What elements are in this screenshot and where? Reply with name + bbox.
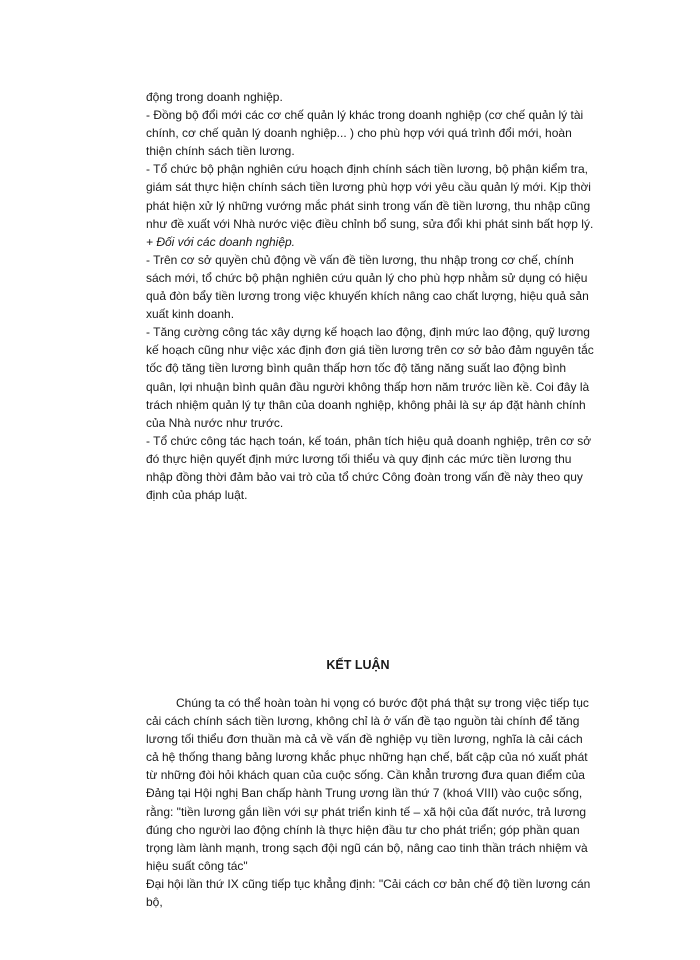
paragraph-labor-planning: - Tăng cường công tác xây dựng kế hoạch lao động, định mức lao động, quỹ lương kế hoạch cũng như việc xác định đơn giá tiền lương trên cơ sở bảo đảm nguyên tắc tốc độ tăng tiền lương bình quân thấp hơn tốc độ tăng năng suất lao động bình quân, lợi nhuận bình quân đầu người không thấp hơn năm trước liền kề. Coi đây là trách nhiệm quản lý tự thân của doanh nghiệp, không phải là sự áp đặt hành chính của Nhà nước như trước.: [146, 325, 594, 430]
paragraph-continuation: động trong doanh nghiệp.: [146, 90, 283, 104]
conclusion-paragraph: Chúng ta có thể hoàn toàn hi vọng có bước đột phá thật sự trong việc tiếp tục cải cách chính sách tiền lương, không chỉ là ở vấn đề tạo nguồn tài chính để tăng lương tối thiểu đơn thuần mà cả về vấn đề nghiệp vụ tiền lương, nghĩa là cải cách cả hệ thống thang bảng lương khắc phục những hạn chế, bất cập của nó xuất phát từ những đòi hỏi khách quan của cuộc sống. Cần khẳn trương đưa quan điểm của Đảng tại Hội nghị Ban chấp hành Trung ương lần thứ 7 (khoá VIII) vào cuộc sống, rằng: "tiền lương gắn liền với sự phát triển kinh tế – xã hội của đất nước, trả lương đúng cho người lao động chính là thực hiện đầu tư cho phát triển; góp phần quan trọng làm lành mạnh, trong sạch đội ngũ cán bộ, nâng cao tinh thần trách nhiệm và hiệu suất công tác": [146, 696, 589, 873]
conclusion-section: [146, 694, 594, 911]
subheading-for-enterprises: + Đối với các doanh nghiệp.: [146, 234, 296, 249]
paragraph-research-unit: - Tổ chức bộ phận nghiên cứu hoạch định chính sách tiền lương, bộ phận kiểm tra, giám sát thực hiện chính sách tiền lương phù hợp với yêu cầu quản lý mới. Kịp thời phát hiện xử lý những vướng mắc phát sinh trong vấn đề tiền lương, thu nhập cũng như đề xuất với Nhà nước việc điều chỉnh bổ sung, sửa đổi khi phát sinh bất hợp lý.: [146, 162, 594, 231]
recommendations-section: [146, 88, 596, 504]
paragraph-accounting: - Tổ chức công tác hạch toán, kế toán, phân tích hiệu quả doanh nghiệp, trên cơ sở đó thực hiện quyết định mức lương tối thiểu và quy định các mức tiền lương thu nhập đồng thời đảm bảo vai trò của tổ chức Công đoàn trong vấn đề này theo quy định của pháp luật.: [146, 433, 592, 503]
conclusion-final-line: Đại hội lần thứ IX cũng tiếp tục khẳng định: "Cải cách cơ bản chế độ tiền lương cán bộ,: [146, 876, 591, 910]
conclusion-heading: KẾT LUẬN: [326, 658, 390, 672]
paragraph-sync-mechanisms: - Đồng bộ đổi mới các cơ chế quản lý khác trong doanh nghiệp (cơ chế quản lý tài chính, cơ chế quản lý doanh nghiệp... ) cho phù hợp với quá trình đổi mới, hoàn thiện chính sách tiền lương.: [146, 108, 584, 159]
paragraph-enterprise-autonomy: - Trên cơ sở quyền chủ động về vấn đề tiền lương, thu nhập trong cơ chế, chính sách mới, tổ chức bộ phận nghiên cứu quản lý cho phù hợp nhằm sử dụng có hiệu quả đòn bẩy tiền lương trong việc khuyến khích nâng cao chất lượng, hiệu quả sản xuất kinh doanh.: [146, 252, 589, 322]
